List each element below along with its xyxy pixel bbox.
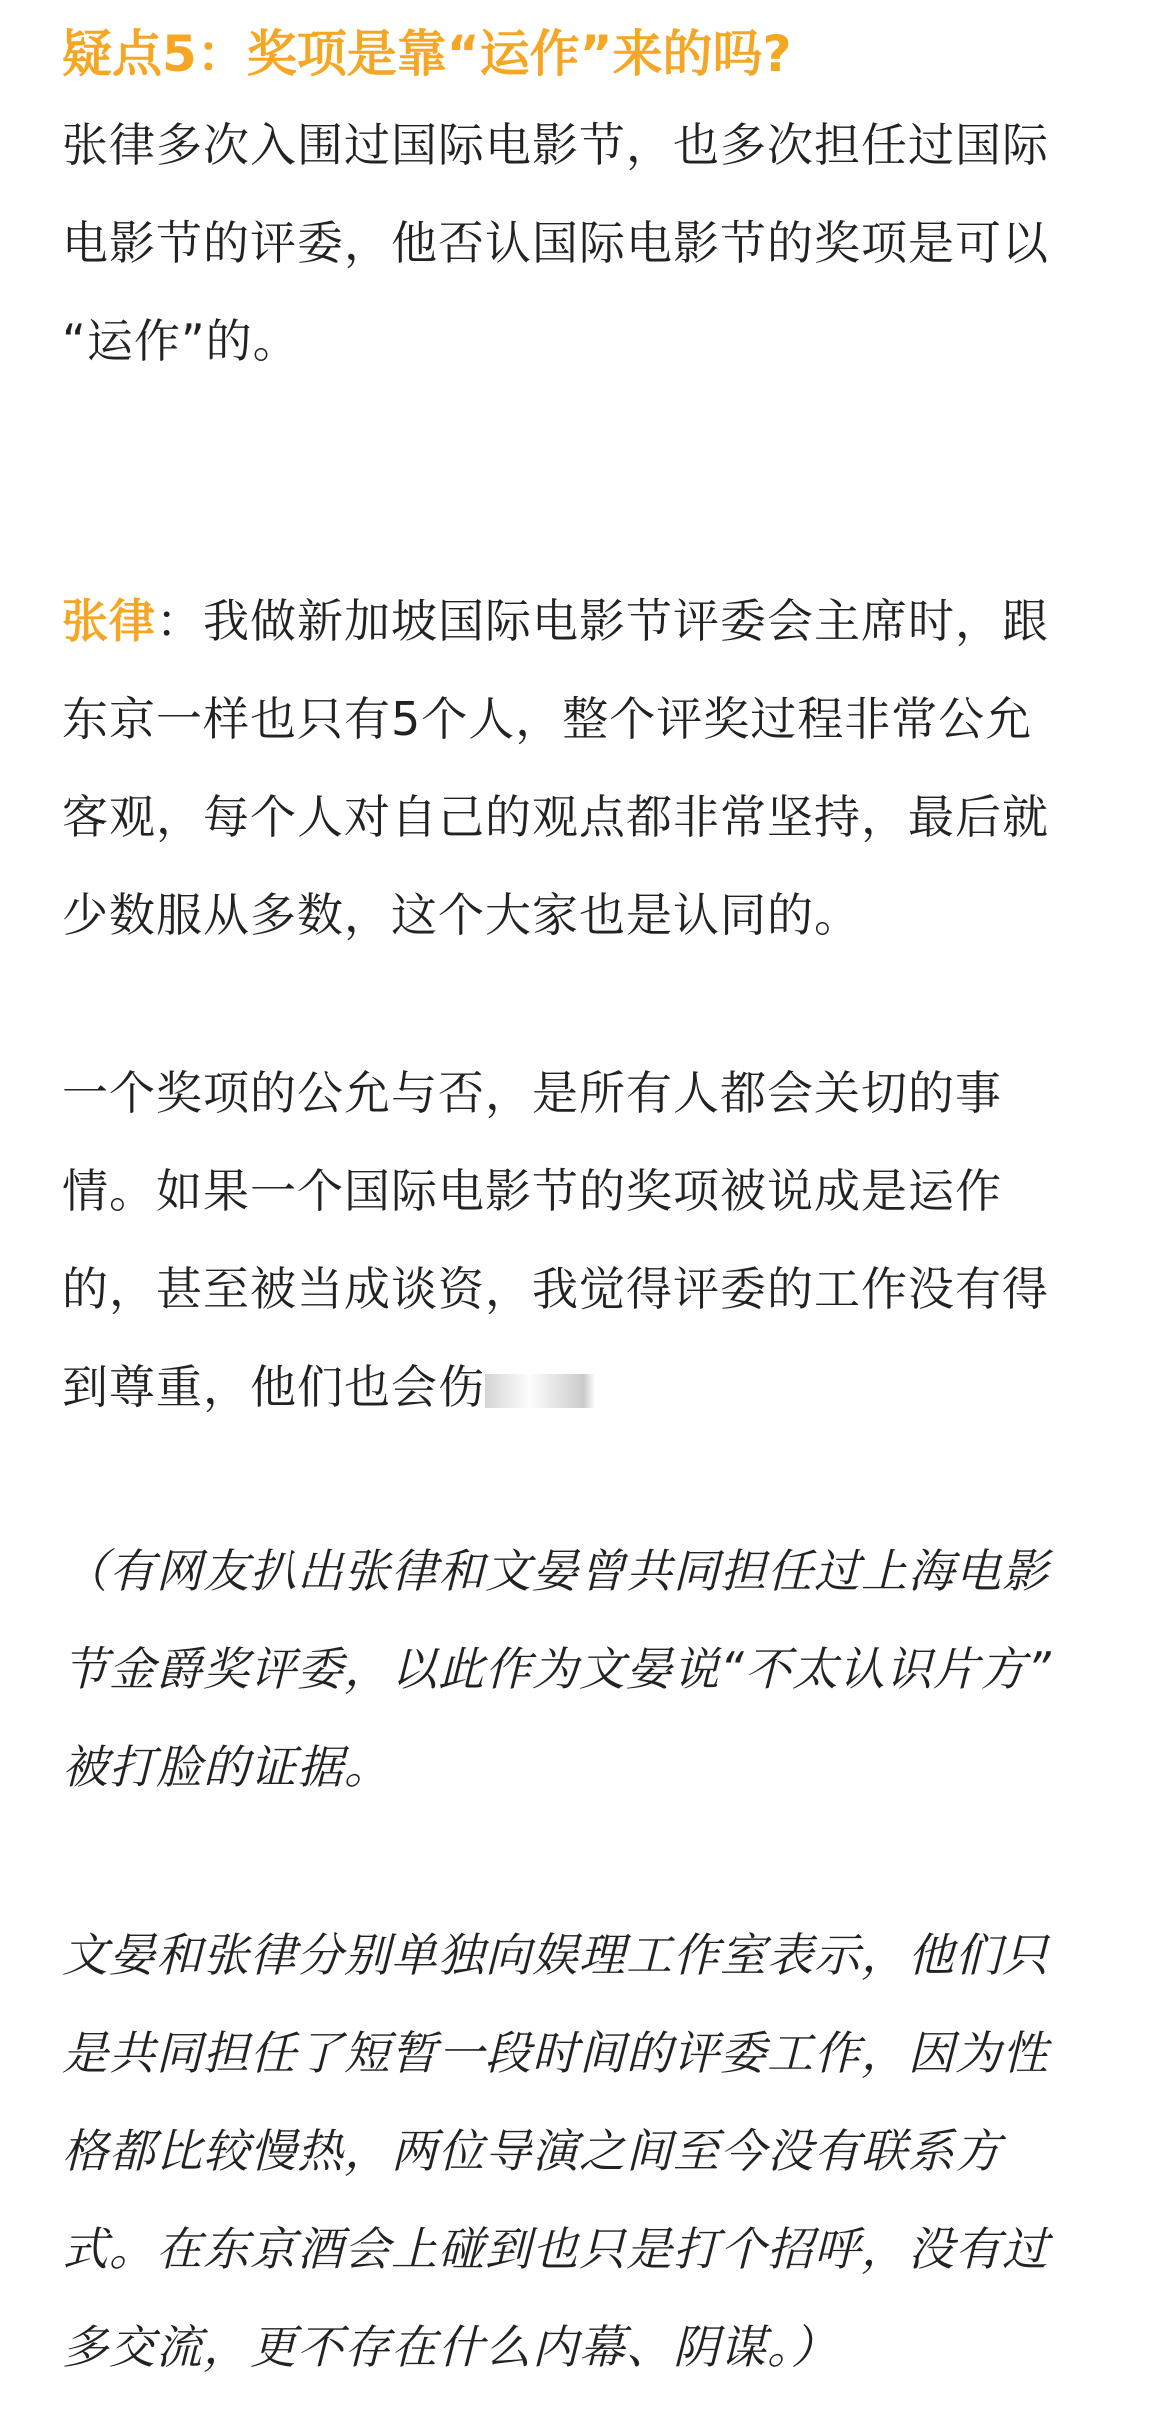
- paragraph-3: [62, 1044, 1112, 1436]
- text-fade-overlay: [485, 1374, 595, 1408]
- paragraph-3-line: [62, 1338, 1112, 1436]
- paragraph-2-line: 东京一样也只有5个人，整个评奖过程非常公允: [62, 692, 1033, 746]
- paragraph-5-line: 多交流，更不存在什么内幕、阴谋。）: [62, 2320, 838, 2374]
- paragraph-2-line: 少数服从多数，这个大家也是认同的。: [62, 888, 861, 942]
- paragraph-2-line-rest: ：我做新加坡国际电影节评委会主席时，跟: [156, 594, 1049, 648]
- paragraph-2: [62, 572, 1112, 964]
- paragraph-1-line: “运作”的。: [62, 314, 300, 368]
- paragraph-4-line: 被打脸的证据。: [62, 1740, 391, 1794]
- paragraph-3-line: 情。如果一个国际电影节的奖项被说成是运作: [62, 1164, 1002, 1218]
- paragraph-5-line: 文晏和张律分别单独向娱理工作室表示，他们只: [62, 1928, 1049, 1982]
- paragraph-2-line: 客观，每个人对自己的观点都非常坚持，最后就: [62, 790, 1049, 844]
- paragraph-5-line: 式。在东京酒会上碰到也只是打个招呼，没有过: [62, 2222, 1049, 2276]
- paragraph-4-line: （有网友扒出张律和文晏曾共同担任过上海电影: [62, 1544, 1049, 1598]
- paragraph-5-line: 是共同担任了短暂一段时间的评委工作，因为性: [62, 2026, 1049, 2080]
- paragraph-5-line: 格都比较慢热，两位导演之间至今没有联系方: [62, 2124, 1002, 2178]
- paragraph-1-line: 电影节的评委，他否认国际电影节的奖项是可以: [62, 216, 1049, 270]
- paragraph-1: [62, 96, 1112, 390]
- paragraph-4: [62, 1522, 1112, 1816]
- speaker-name: 张律: [62, 594, 156, 648]
- paragraph-3-line: 一个奖项的公允与否，是所有人都会关切的事: [62, 1066, 1002, 1120]
- paragraph-3-line: 的，甚至被当成谈资，我觉得评委的工作没有得: [62, 1262, 1049, 1316]
- paragraph-5: [62, 1906, 1112, 2396]
- paragraph-2-line: [62, 572, 1112, 670]
- paragraph-1-line: 张律多次入围过国际电影节，也多次担任过国际: [62, 118, 1049, 172]
- paragraph-3-last-line: 到尊重，他们也会伤: [62, 1360, 485, 1414]
- paragraph-4-line: 节金爵奖评委，以此作为文晏说“不太认识片方”: [62, 1642, 1052, 1696]
- section-heading: 疑点5：奖项是靠“运作”来的吗?: [62, 25, 792, 83]
